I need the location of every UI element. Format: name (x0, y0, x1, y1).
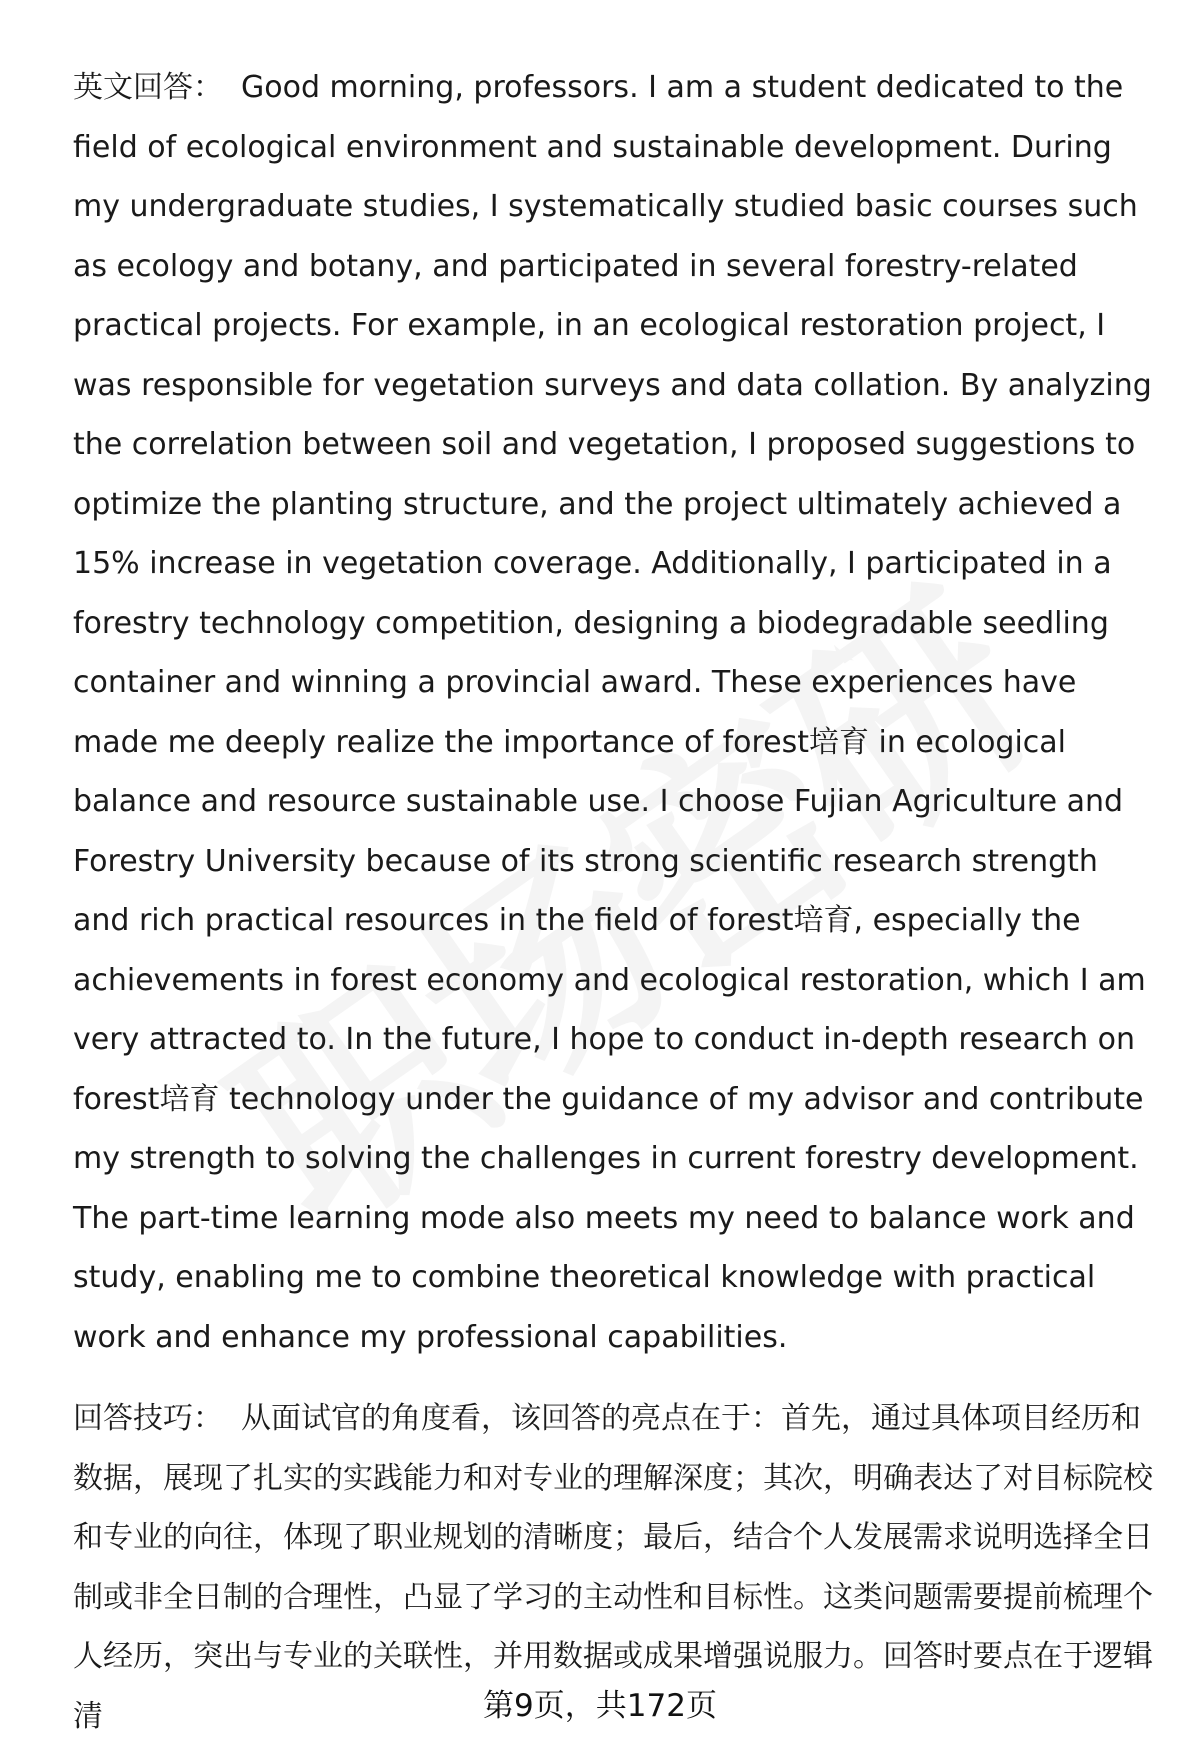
answer-tips-label: 回答技巧： (73, 1401, 223, 1436)
document-body (73, 58, 1158, 1746)
english-answer-text: Good morning, professors. I am a student dedicated to the field of ecological environment and sustainable development. During my undergraduate studies, I systematically studied basic courses such as ecology and botany, and participated in several forestry-related practical projects. For example, in an ecological restoration project, I was responsible for vegetation surveys and data collation. By analyzing the correlation between soil and vegetation, I proposed suggestions to optimize the planting structure, and the project ultimately achieved a 15% increase in vegetation coverage. Additionally, I participated in a forestry technology competition, designing a biodegradable seedling container and winning a provincial award. These experiences have made me deeply realize the importance of forest培育 in ecological balance and resource sustainable use. I choose Fujian Agriculture and Forestry University because of its strong scientific research strength and rich practical resources in the field of forest培育, especially the achievements in forest economy and ecological restoration, which I am very attracted to. In the future, I hope to conduct in-depth research on forest培育 technology under the guidance of my advisor and contribute my strength to solving the challenges in current forestry development. The part-time learning mode also meets my need to balance work and study, enabling me to combine theoretical knowledge with practical work and enhance my professional capabilities. (73, 70, 1152, 1355)
english-answer-label: 英文回答： (73, 70, 223, 105)
answer-tips-text: 从面试官的角度看，该回答的亮点在于：首先，通过具体项目经历和数据，展现了扎实的实践能力和对专业的理解深度；其次，明确表达了对目标院校和专业的向往，体现了职业规划的清晰度；最后，结合个人发展需求说明选择全日制或非全日制的合理性，凸显了学习的主动性和目标性。这类问题需要提前梳理个人经历，突出与专业的关联性，并用数据或成果增强说服力。回答时要点在于逻辑清 (73, 1401, 1153, 1734)
page-indicator: 第9页，共172页 (483, 1688, 717, 1724)
english-answer-paragraph (73, 58, 1158, 1367)
